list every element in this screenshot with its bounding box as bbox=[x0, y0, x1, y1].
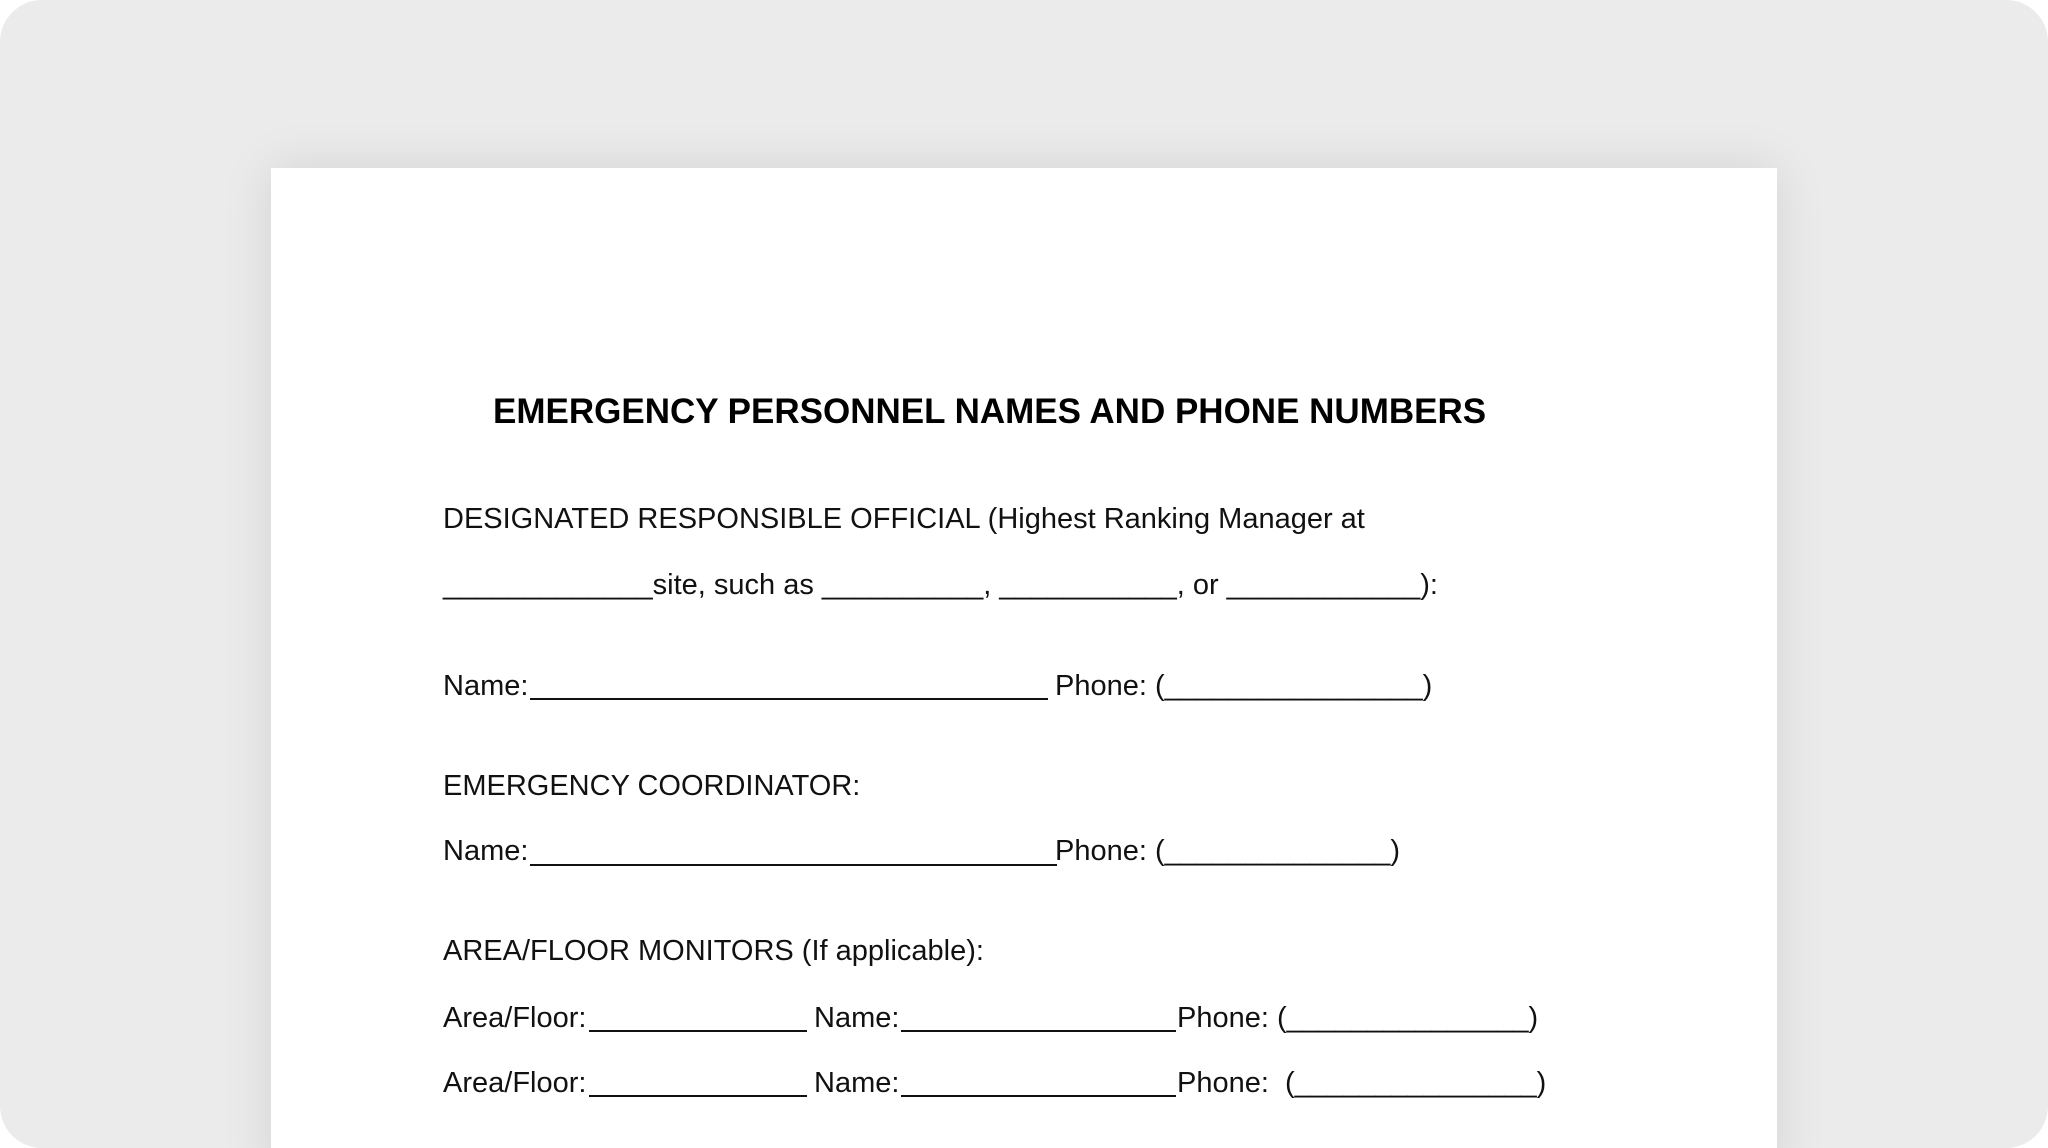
monitor-name-field[interactable] bbox=[901, 1095, 1176, 1097]
coordinator-name-field[interactable] bbox=[530, 864, 1057, 866]
coordinator-phone-label: Phone: (______________) bbox=[1055, 835, 1401, 867]
official-phone-label: Phone: (________________) bbox=[1055, 670, 1433, 702]
document-page bbox=[271, 168, 1777, 1148]
monitor-area-label: Area/Floor: bbox=[443, 1067, 587, 1099]
monitors-heading: AREA/FLOOR MONITORS (If applicable): bbox=[443, 935, 984, 967]
monitor-name-field[interactable] bbox=[901, 1030, 1176, 1032]
coordinator-heading: EMERGENCY COORDINATOR: bbox=[443, 770, 861, 802]
official-name-label: Name: bbox=[443, 670, 529, 702]
official-site-line: _____________site, such as __________, ___________, or ____________): bbox=[443, 569, 1438, 601]
coordinator-name-label: Name: bbox=[443, 835, 529, 867]
monitor-name-label: Name: bbox=[814, 1002, 900, 1034]
official-name-field[interactable] bbox=[530, 698, 1048, 700]
document-title: EMERGENCY PERSONNEL NAMES AND PHONE NUMBERS bbox=[493, 392, 1487, 431]
monitor-area-label: Area/Floor: bbox=[443, 1002, 587, 1034]
monitor-phone-label: Phone: (_______________) bbox=[1177, 1067, 1547, 1099]
monitor-phone-label: Phone: (_______________) bbox=[1177, 1002, 1539, 1034]
monitor-area-field[interactable] bbox=[589, 1095, 807, 1097]
monitor-name-label: Name: bbox=[814, 1067, 900, 1099]
official-heading: DESIGNATED RESPONSIBLE OFFICIAL (Highest Ranking Manager at bbox=[443, 503, 1365, 535]
monitor-area-field[interactable] bbox=[589, 1030, 807, 1032]
